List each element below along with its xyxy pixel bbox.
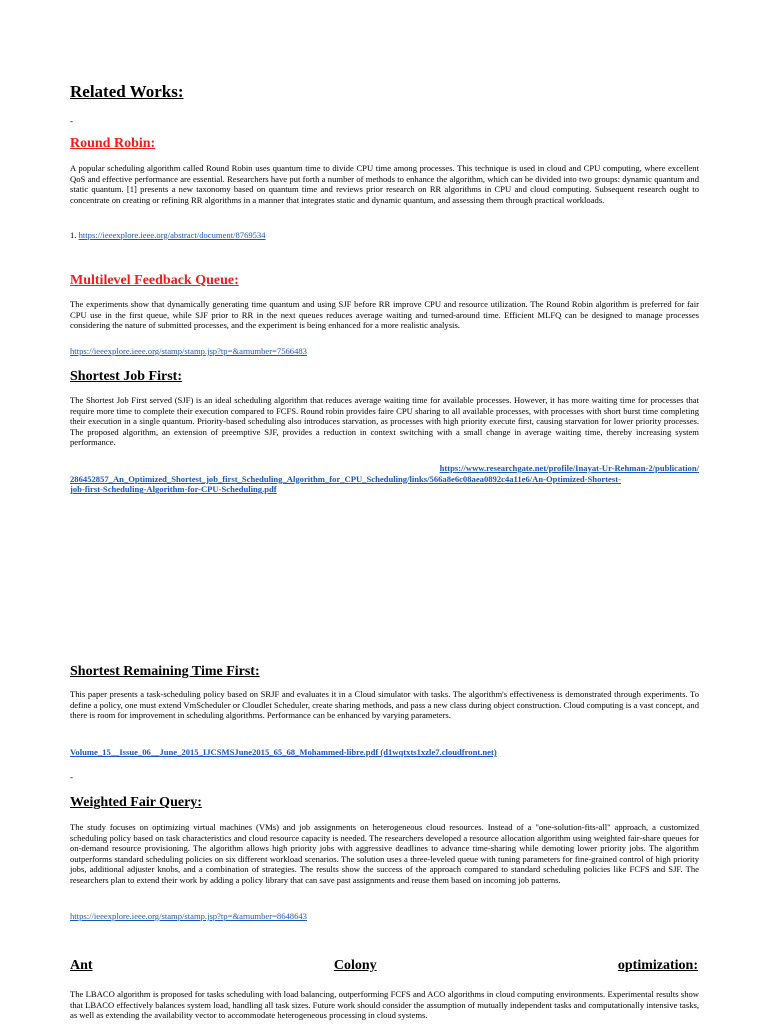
srtf-heading: Shortest Remaining Time First:: [70, 664, 260, 679]
sjf-link-block: [70, 463, 699, 495]
wfq-link[interactable]: https://ieeexplore.ieee.org/stamp/stamp.jsp?tp=&arnumber=8648643: [70, 911, 307, 921]
round-robin-ref-link[interactable]: https://ieeexplore.ieee.org/abstract/document/8769534: [78, 230, 266, 240]
sjf-link-line-2[interactable]: 286452857_An_Optimized_Shortest_job_first_Scheduling_Algorithm_for_CPU_Scheduling/links/566a8e6c08aea0892c4a11e6/An-Optimized-Shortest-: [70, 473, 621, 484]
aco-heading-word-2: Colony: [333, 958, 377, 973]
mlfq-paragraph: The experiments show that dynamically generating time quantum and using SJF before RR improve CPU and resource utilization. The Round Robin algorithm is preferred for fair CPU use in the first queue, while SJF prior to RR in the next queues reduces average waiting and turned-around time. Efficient MLFQ can be designed to manage processes considering the nature of submitted processes, and the experiment is being enhanced for a more realistic analysis.: [70, 299, 699, 331]
sjf-link-line-3[interactable]: job-first-Scheduling-Algorithm-for-CPU-Scheduling.pdf: [70, 484, 277, 495]
aco-heading-word-1: Ant: [70, 958, 93, 973]
dash-marker-2: -: [70, 772, 73, 782]
sjf-paragraph: The Shortest Job First served (SJF) is an ideal scheduling algorithm that reduces average waiting time for available processes. However, it has more waiting time for processes that require more time to complete their execution compared to FCFS. Round robin provides faire CPU sharing to all available processes, with processes with short burst time completing their execution in a single quantum. Priority-based scheduling also introduces starvation, as processes with high priority execute first, causing starvation for lower priority processes. The proposed algorithm, an extension of preemptive SJF, provides a reduction in context switching with a small change in average waiting time, thereby increasing system performance.: [70, 395, 699, 448]
dash-marker: -: [70, 116, 73, 126]
round-robin-paragraph: A popular scheduling algorithm called Round Robin uses quantum time to divide CPU time among processes. This technique is used in cloud and CPU computing, where excellent QoS and effective performance are essential. Researchers have put forth a number of methods to enhance the algorithm, which can be divided into two groups: dynamic quantum and static quantum. [1] presents a new taxonomy based on quantum time and reviews prior research on RR algorithms in CPU and cloud computing. Subsequent research ought to concentrate on creating or refining RR algorithms in a manner that integrates static and dynamic quantum, and assessing them through practical workloads.: [70, 163, 699, 205]
aco-heading: [70, 958, 698, 974]
sjf-heading: Shortest Job First:: [70, 369, 182, 384]
sjf-link-line-1[interactable]: https://www.researchgate.net/profile/Inayat-Ur-Rehman-2/publication/: [439, 463, 699, 473]
mlfq-heading: Multilevel Feedback Queue:: [70, 273, 239, 288]
round-robin-heading: Round Robin:: [70, 136, 156, 151]
wfq-heading: Weighted Fair Query:: [70, 795, 202, 810]
round-robin-reference: [70, 230, 266, 240]
srtf-link[interactable]: Volume_15__Issue_06__June_2015_IJCSMSJune2015_65_68_Mohammed-libre.pdf (d1wqtxts1xzle7.cloudfront.net): [70, 747, 497, 757]
srtf-paragraph: This paper presents a task-scheduling policy based on SRJF and evaluates it in a Cloud simulator with tasks. The algorithm's effectiveness is demonstrated through experiments. To define a policy, one must extend VmScheduler or Cloudlet Scheduler, create sharing methods, and pass a new class during object construction. Cloud computing is a vast concept, and there is room for improvement in scheduling algorithms. Performance can be enhanced by varying parameters.: [70, 689, 699, 721]
aco-heading-word-3: optimization:: [617, 958, 698, 973]
related-works-title: Related Works:: [70, 82, 184, 101]
aco-paragraph: The LBACO algorithm is proposed for tasks scheduling with load balancing, outperforming FCFS and ACO algorithms in cloud computing environments. Experimental results show that LBACO effectively balances system load, handling all task sizes. Future work should consider the assumption of mutually independent tasks and computationally intensive tasks, as well as extending the availability vector to accommodate heterogeneous processing in cloud systems.: [70, 989, 699, 1021]
reference-number: 1.: [70, 230, 77, 240]
wfq-paragraph: The study focuses on optimizing virtual machines (VMs) and job assignments on heterogeneous cloud resources. Instead of a "one-solution-fits-all" approach, a customized scheduling policy based on task characteristics and cloud resource capacity is needed. The researchers developed a resource allocation algorithm using weighted fair-share queues for on-demand resource provisioning. The algorithm allows high priority jobs with aggressive deadlines to advance time-sharing while demoting lower priority jobs. The algorithm outperforms standard scheduling policies on six different workload scenarios. The solution uses a three-leveled queue with tuning parameters for fine-grained control of high priority jobs, additional adjuster knobs, and a combination of strategies. The results show the success of the approach compared to standard scheduling policies like FCFS and SJF. The researchers plan to extend their work by adding a policy library that can save past assignments and reuse them based on incoming job patterns.: [70, 822, 699, 885]
mlfq-link[interactable]: https://ieeexplore.ieee.org/stamp/stamp.jsp?tp=&arnumber=7566483: [70, 346, 307, 356]
